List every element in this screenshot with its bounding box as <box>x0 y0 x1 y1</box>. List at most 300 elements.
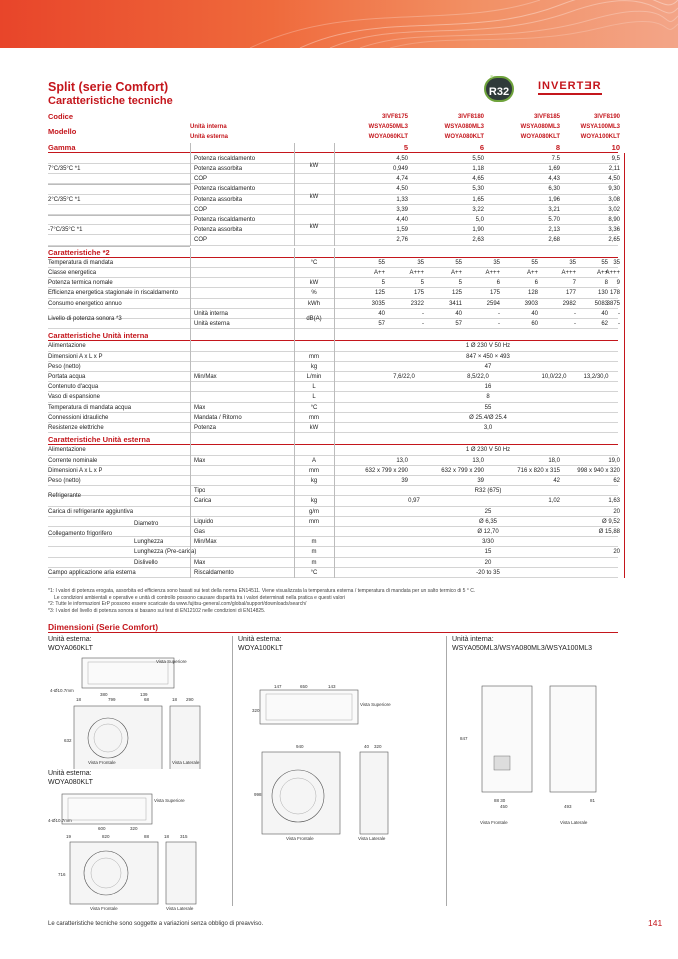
perf-unit: kW <box>309 162 319 169</box>
table-cell: 55 <box>378 259 385 266</box>
svg-text:4-Ø10.7mm: 4-Ø10.7mm <box>50 688 74 693</box>
table-cell: mm <box>309 467 319 474</box>
table-cell: Dimensioni A x L x P <box>48 467 103 474</box>
table-cell: 25 <box>484 508 492 515</box>
table-cell: 2,63 <box>472 237 484 244</box>
svg-text:19: 19 <box>66 834 72 839</box>
table-cell: 6 <box>496 280 500 287</box>
outdoor-row <box>48 132 618 142</box>
table-cell: kg <box>310 363 318 370</box>
table-cell: Corrente nominale <box>48 457 98 464</box>
unit-block-woya100: Unità esterna: WOYA100KLT <box>238 636 283 652</box>
dimensions-title: Dimensioni (Serie Comfort) <box>48 622 159 632</box>
perf-row <box>48 205 618 215</box>
table-cell: Campo applicazione aria esterna <box>48 569 136 576</box>
table-cell: kg <box>310 478 318 484</box>
table-cell: mm <box>309 414 319 421</box>
perf-temp-label: -7°C/35°C *1 <box>48 227 83 234</box>
table-cell: 57 <box>378 321 385 327</box>
interna-row <box>48 341 618 351</box>
table-cell: 40 <box>455 310 462 317</box>
interna-row <box>48 382 618 392</box>
interna-row <box>48 362 618 372</box>
table-cell: 5.70 <box>548 217 560 223</box>
table-cell: 9,5 <box>611 155 620 162</box>
table-cell: 20 <box>613 549 620 556</box>
table-cell: 178 <box>609 290 620 297</box>
table-cell: 175 <box>413 290 424 297</box>
table-cell: 3,36 <box>608 227 620 234</box>
table-cell: 4,50 <box>608 176 620 183</box>
section-interna <box>48 331 618 341</box>
table-cell: 5,50 <box>472 155 484 162</box>
svg-text:147: 147 <box>274 684 282 689</box>
svg-text:81: 81 <box>590 798 596 803</box>
table-cell: 1,65 <box>472 196 484 203</box>
table-cell: 20 <box>484 559 492 566</box>
table-cell: WOYA080KLT <box>444 134 484 141</box>
table-cell: Consumo energetico annuo <box>48 300 122 307</box>
table-cell: Portata acqua <box>48 374 86 380</box>
table-cell: 3903 <box>524 300 538 307</box>
table-cell: Caratteristiche *2 <box>48 247 110 257</box>
drawing-woya100 <box>238 656 433 846</box>
caratt-row <box>48 258 618 268</box>
table-cell: 2594 <box>486 300 500 307</box>
svg-text:Vista Frontale: Vista Frontale <box>480 820 508 825</box>
group-divider <box>48 246 190 247</box>
esterna-row <box>48 568 618 578</box>
table-cell: Max <box>194 457 206 464</box>
table-cell: 3875 <box>606 300 620 307</box>
table-cell: Potenza riscaldamento <box>194 186 256 193</box>
dim-separator <box>446 636 447 906</box>
table-cell: Potenza assorbita <box>194 227 243 234</box>
diametro-label: Diametro <box>134 520 159 527</box>
gamma-row <box>48 143 618 153</box>
table-cell: 57 <box>455 321 462 327</box>
table-cell: 1 Ø 230 V 50 Hz <box>465 447 511 454</box>
indoor-row <box>48 122 620 137</box>
table-cell: 3IVF8190 <box>593 114 620 120</box>
esterna-row <box>48 547 618 557</box>
footnotes <box>48 588 618 614</box>
table-cell: Max <box>194 404 206 411</box>
table-cell: Carica <box>194 498 212 505</box>
svg-text:320: 320 <box>374 744 382 749</box>
table-cell: L <box>312 394 316 401</box>
table-cell: WSYA080ML3 <box>520 124 560 131</box>
esterna-row <box>48 558 618 568</box>
footnote: *1: I valori di potenza erogata, assorbita ed efficienza sono basati sui test della norma EN14511. Viene visualizzata la temperatura esterna / temperatura di mandata per un salto termico di 5 ° C. <box>48 588 476 594</box>
table-cell: Gas <box>194 529 206 535</box>
table-cell: 4,43 <box>548 176 560 183</box>
table-cell: A <box>311 457 316 464</box>
table-cell: COP <box>194 206 208 213</box>
table-cell: Ø 25.4/Ø 25.4 <box>469 414 507 421</box>
perf-temp-label: 2°C/35°C *1 <box>48 196 81 203</box>
unit-block-woya060: Unità esterna: WOYA060KLT <box>48 636 93 652</box>
table-cell: Potenza riscaldamento <box>194 155 256 162</box>
table-cell: A++ <box>450 270 462 276</box>
table-cell: 125 <box>374 290 385 297</box>
table-cell: Potenza riscaldamento <box>194 217 256 223</box>
page-title: Split (serie Comfort) <box>48 80 169 94</box>
perf-temp-label: 7°C/35°C *1 <box>48 166 81 172</box>
dim-separator <box>232 636 233 906</box>
svg-text:320: 320 <box>130 826 138 831</box>
svg-text:18: 18 <box>164 834 170 839</box>
footnote: *2: Tutte le informazioni ErP possono essere scaricate da www.fujitsu-general.com/global/support/downloads/search/ <box>48 601 307 608</box>
table-cell: 13,0 <box>472 457 484 464</box>
table-cell: Unità interna <box>190 124 227 131</box>
table-cell: 5 <box>420 280 424 287</box>
table-cell: 13,2/30,0 <box>583 374 609 380</box>
table-cell: 10 <box>611 142 620 152</box>
svg-text:139: 139 <box>140 692 148 697</box>
table-cell: 4,50 <box>396 186 408 193</box>
table-cell: g/m <box>308 508 319 515</box>
svg-text:450: 450 <box>500 804 508 809</box>
svg-text:143: 143 <box>328 684 336 689</box>
table-cell: 40 <box>531 310 538 317</box>
table-cell: kWh <box>308 300 320 307</box>
svg-text:Vista Laterale: Vista Laterale <box>358 836 386 841</box>
table-cell: 35 <box>417 259 424 266</box>
interna-row <box>48 352 618 362</box>
header-banner <box>0 0 678 48</box>
table-cell: Vaso di espansione <box>48 394 100 401</box>
table-cell: 4,50 <box>396 155 408 162</box>
table-cell: 3,21 <box>548 206 560 213</box>
table-cell: 2322 <box>410 300 424 307</box>
table-cell: 1,59 <box>396 227 408 234</box>
svg-text:799: 799 <box>108 697 116 702</box>
col-divider <box>190 248 191 578</box>
table-cell: 3/30 <box>482 539 494 546</box>
interna-row <box>48 392 618 402</box>
table-cell: m <box>311 559 317 566</box>
table-cell: Unità interna <box>194 310 229 317</box>
interna-row <box>48 372 618 382</box>
caratt-row <box>48 268 618 278</box>
table-cell: 39 <box>477 478 484 484</box>
table-cell: WOYA060KLT <box>368 134 408 141</box>
table-cell: 5083 <box>594 300 608 307</box>
table-cell: Modello <box>48 127 77 137</box>
svg-text:600: 600 <box>98 826 106 831</box>
table-cell: Carica di refrigerante aggiuntiva <box>48 508 134 515</box>
table-cell: 5,0 <box>475 217 484 223</box>
table-cell: 632 x 799 x 290 <box>365 467 408 474</box>
table-cell: Gamma <box>48 142 76 152</box>
table-cell: 3035 <box>371 300 385 307</box>
table-cell: Min/Max <box>194 374 217 380</box>
table-cell: 5 <box>381 280 385 287</box>
table-cell: A++ <box>526 270 538 276</box>
table-cell: 9,30 <box>608 186 620 193</box>
table-cell: 6 <box>479 142 484 152</box>
table-cell: WOYA100KLT <box>580 134 620 141</box>
svg-text:320: 320 <box>252 708 260 713</box>
table-cell: kW <box>309 280 319 287</box>
table-cell: 35 <box>613 259 620 266</box>
table-cell: Efficienza energetica stagionale in riscaldamento <box>48 290 178 297</box>
table-cell: Alimentazione <box>48 447 86 454</box>
footer-note: Le caratteristiche tecniche sono soggette a variazioni senza obbligo di preavviso. <box>48 921 264 927</box>
table-cell: Potenza <box>194 425 217 431</box>
label-vista-superiore: Vista Superiore <box>156 659 187 664</box>
svg-text:88 30: 88 30 <box>494 798 506 803</box>
table-cell: A++ <box>373 270 385 276</box>
table-cell: 2,65 <box>608 237 620 244</box>
table-cell: 0,949 <box>392 166 408 172</box>
table-cell: kg <box>310 498 318 505</box>
table-cell: Resistenze elettriche <box>48 425 104 431</box>
svg-text:Vista Superiore: Vista Superiore <box>360 702 391 707</box>
table-cell: Lunghezza (Pre-carica) <box>134 549 197 556</box>
table-cell: 7 <box>572 280 576 287</box>
table-cell: Potenza assorbita <box>194 196 243 203</box>
table-cell: Max <box>194 559 206 566</box>
table-cell: 3,39 <box>396 206 408 213</box>
svg-text:Vista Superiore: Vista Superiore <box>154 798 185 803</box>
drawing-wsya <box>456 668 621 833</box>
table-cell: Potenza termica nomale <box>48 280 113 287</box>
table-cell: 3IVF8185 <box>533 114 560 120</box>
table-cell: Potenza assorbita <box>194 166 243 172</box>
page-subtitle: Caratteristiche tecniche <box>48 95 173 107</box>
caratt-row <box>48 299 618 309</box>
table-cell: Lunghezza <box>134 539 164 546</box>
table-cell: 130 <box>597 290 608 297</box>
table-cell: 10,0/22,0 <box>541 374 567 380</box>
table-cell: 3,0 <box>483 425 493 431</box>
collegamento-label: Collegamento frigorifero <box>48 530 113 537</box>
page-number: 141 <box>648 918 663 928</box>
table-cell: 13,0 <box>396 457 408 464</box>
perf-unit: kW <box>309 224 319 231</box>
table-cell: Peso (netto) <box>48 478 81 484</box>
codice-row <box>48 112 618 122</box>
svg-text:68: 68 <box>144 697 150 702</box>
caratt-row <box>48 288 618 298</box>
table-cell: 20 <box>613 508 620 515</box>
table-cell: - <box>574 310 576 317</box>
table-cell: °C <box>310 569 318 576</box>
table-cell: Min/Max <box>194 539 217 546</box>
svg-text:290: 290 <box>186 697 194 702</box>
col-divider <box>294 248 295 578</box>
table-cell: 3,02 <box>608 206 620 213</box>
table-cell: 35 <box>493 259 500 266</box>
table-cell: - <box>498 321 500 327</box>
table-cell: Ø 12,70 <box>477 529 499 535</box>
table-cell: 7.5 <box>551 155 560 162</box>
table-cell: 125 <box>451 290 462 297</box>
table-cell: WSYA080ML3 <box>444 124 484 131</box>
table-cell: - <box>574 321 576 327</box>
esterna-row <box>48 466 618 476</box>
table-cell: 1,90 <box>472 227 484 234</box>
table-cell: °C <box>310 404 318 411</box>
table-cell: 39 <box>401 478 408 484</box>
dimensions-divider <box>48 632 618 633</box>
table-cell: 3411 <box>449 300 462 307</box>
esterna-row <box>48 507 618 517</box>
svg-text:Vista Laterale: Vista Laterale <box>166 906 194 911</box>
label-vista-frontale: Vista Frontale <box>88 760 116 765</box>
esterna-row <box>48 537 618 547</box>
table-cell: 47 <box>484 363 492 370</box>
table-cell: R32 (675) <box>474 488 502 495</box>
table-cell: 19,0 <box>608 457 620 464</box>
caratt-row <box>48 278 618 288</box>
esterna-row <box>48 496 618 506</box>
table-cell: A+++ <box>409 270 424 276</box>
table-cell: A+++ <box>561 270 576 276</box>
table-cell: WSYA050ML3 <box>368 124 408 131</box>
svg-text:380: 380 <box>100 692 108 697</box>
sound-unit: dB(A) <box>306 315 322 322</box>
table-cell: Codice <box>48 112 74 121</box>
esterna-row <box>48 486 618 496</box>
section-esterna <box>48 435 618 445</box>
table-cell: Alimentazione <box>48 343 86 350</box>
banner-waves <box>0 0 678 48</box>
table-cell: °C <box>310 259 318 266</box>
sound-label: Livello di potenza sonora *3 <box>48 315 122 322</box>
svg-text:18: 18 <box>172 697 178 702</box>
table-cell: 62 <box>601 321 608 327</box>
table-cell: 4,40 <box>396 217 408 223</box>
section-caratteristiche <box>48 248 618 258</box>
table-cell: 62 <box>613 478 620 484</box>
svg-text:716: 716 <box>58 872 66 877</box>
table-cell: 2,13 <box>548 227 560 234</box>
svg-text:493: 493 <box>564 804 572 809</box>
refrigerante-label: Refrigerante <box>48 493 82 500</box>
table-cell: 55 <box>484 404 492 411</box>
table-cell: 6 <box>534 280 538 287</box>
table-cell: 2982 <box>562 300 576 307</box>
table-cell: 1,63 <box>608 498 620 505</box>
svg-text:847: 847 <box>460 736 468 741</box>
table-cell: - <box>498 310 500 317</box>
esterna-row <box>48 445 618 455</box>
table-cell: 55 <box>601 259 608 266</box>
table-cell: A+++ <box>605 270 620 276</box>
esterna-row <box>48 456 618 466</box>
table-cell: L <box>312 384 316 391</box>
table-cell: 8 <box>486 394 490 401</box>
table-cell: Contenuto d'acqua <box>48 384 99 391</box>
table-cell: 2,11 <box>608 166 620 172</box>
svg-text:820: 820 <box>102 834 110 839</box>
table-cell: 1,33 <box>396 196 408 203</box>
table-cell: WSYA100ML3 <box>580 124 620 131</box>
col-divider <box>294 143 295 246</box>
table-cell: A++ <box>596 270 608 276</box>
table-cell: 55 <box>455 259 462 266</box>
table-cell: 35 <box>569 259 576 266</box>
unit-block-wsya: Unità interna: WSYA050ML3/WSYA080ML3/WSYA100ML3 <box>452 636 593 652</box>
table-cell: 847 × 450 × 493 <box>466 353 510 360</box>
table-cell: 18,0 <box>548 457 560 464</box>
table-cell: Connessioni idrauliche <box>48 414 109 421</box>
footnote: Le condizioni ambientali e operative e unità di controllo possono causare disparità tra i valori determinati nella pratica e questi valori <box>54 594 345 601</box>
svg-text:998: 998 <box>254 792 262 797</box>
table-cell: Unità esterna <box>190 134 229 141</box>
table-cell: 716 x 820 x 315 <box>517 467 560 474</box>
table-cell: kW <box>309 425 319 431</box>
table-cell: 3,08 <box>608 196 620 203</box>
perf-row <box>48 235 618 245</box>
table-cell: 55 <box>531 259 538 266</box>
col-divider <box>190 143 191 246</box>
perf-row <box>48 174 618 184</box>
table-cell: 1,96 <box>548 196 560 203</box>
col-divider <box>334 143 335 246</box>
table-cell: 1,02 <box>548 498 560 505</box>
table-cell: Tipo <box>194 488 206 495</box>
table-cell: mm <box>309 353 319 360</box>
table-cell: 16 <box>484 384 492 391</box>
esterna-row <box>48 476 618 486</box>
table-cell: 6,30 <box>548 186 560 193</box>
table-cell: 5 <box>403 142 408 152</box>
table-cell: Caratteristiche Unità interna <box>48 331 149 341</box>
table-cell: 15 <box>484 549 492 556</box>
table-cell: - <box>618 310 620 317</box>
table-cell: Temperatura di mandata <box>48 259 114 266</box>
table-cell: Temperatura di mandata acqua <box>48 404 132 411</box>
svg-text:4-Ø10.7mm: 4-Ø10.7mm <box>48 818 72 823</box>
table-cell: WOYA080KLT <box>520 134 560 141</box>
table-right-border <box>624 153 625 578</box>
label-vista-laterale: Vista Laterale <box>172 760 200 765</box>
table-cell: 9 <box>616 280 620 287</box>
table-cell: - <box>618 321 620 327</box>
table-cell: -20 to 35 <box>476 569 500 576</box>
svg-text:88: 88 <box>144 834 150 839</box>
table-cell: L/min <box>306 374 322 380</box>
table-cell: 1,69 <box>548 166 560 172</box>
table-cell: 4,74 <box>396 176 408 183</box>
svg-text:40: 40 <box>364 744 370 749</box>
table-cell: 60 <box>531 321 538 327</box>
table-cell: m <box>311 539 317 546</box>
table-cell: 8 <box>555 142 560 152</box>
table-cell: 0,97 <box>408 498 420 505</box>
svg-text:Vista Laterale: Vista Laterale <box>560 820 588 825</box>
interna-row <box>48 403 618 413</box>
table-cell: 1,18 <box>472 166 484 172</box>
table-cell: Liquido <box>194 518 214 525</box>
table-cell: - <box>422 310 424 317</box>
table-cell: Dimensioni A x L x P <box>48 353 103 360</box>
table-cell: 177 <box>565 290 576 297</box>
table-cell: 3,22 <box>472 206 484 213</box>
table-cell: Ø 9,52 <box>601 518 620 525</box>
table-cell: 998 x 940 x 320 <box>577 467 620 474</box>
r32-badge: ❦ R32 <box>484 76 514 102</box>
table-cell: 4,65 <box>472 176 484 183</box>
svg-text:650: 650 <box>300 684 308 689</box>
r32-badge-leaf-icon: ❦ <box>490 74 494 79</box>
table-cell: 3IVF8175 <box>381 114 408 120</box>
svg-text:Vista Frontale: Vista Frontale <box>90 906 118 911</box>
